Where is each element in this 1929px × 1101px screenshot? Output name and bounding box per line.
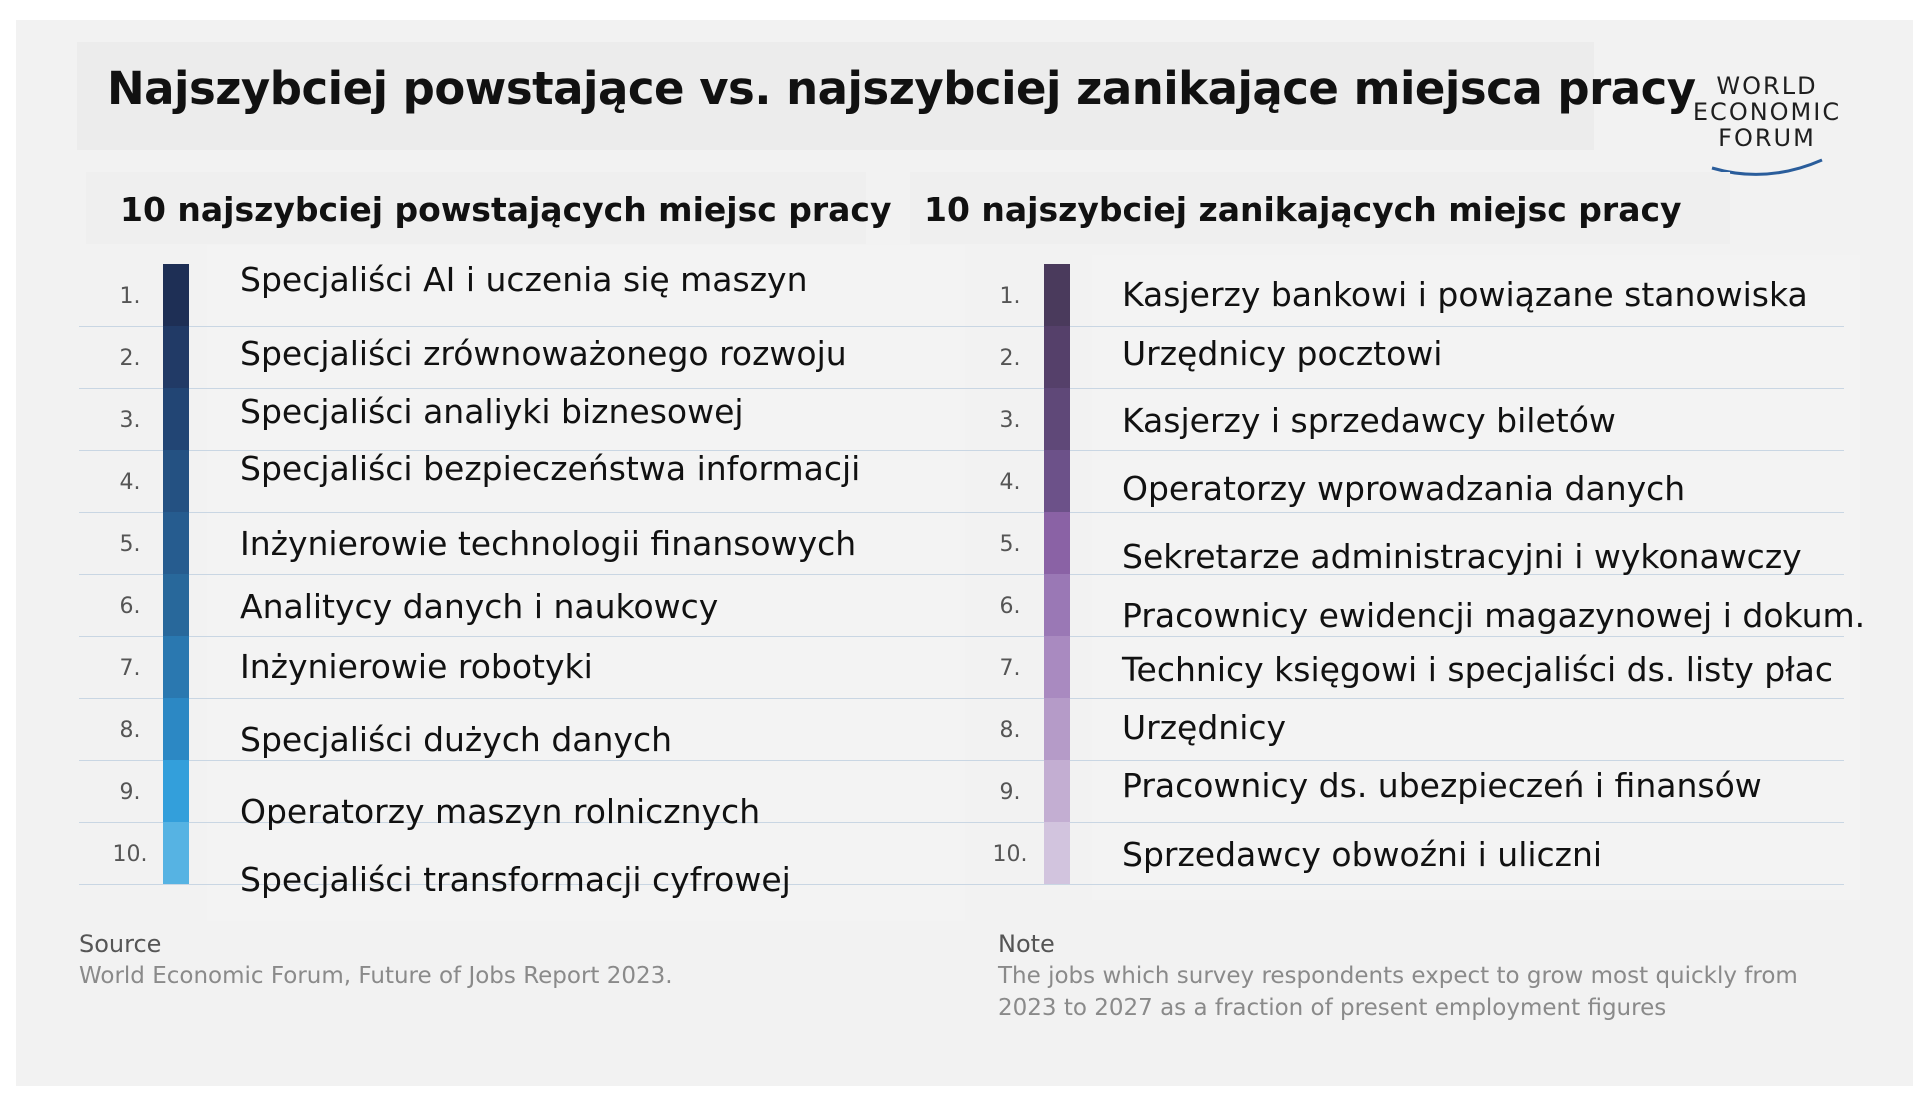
right-row-divider [964,822,1844,823]
left-rank-bar-segment [163,512,189,574]
right-rank-bar-segment [1044,636,1070,698]
logo-line-2: ECONOMIC [1692,98,1842,126]
left-row-divider [79,698,964,699]
right-rank-bar-segment [1044,326,1070,388]
right-rank-label: 9. [999,780,1021,805]
right-row-divider [964,450,1844,451]
left-rank-bar-segment [163,636,189,698]
left-job-label: Specjaliści analiyki biznesowej [240,392,744,431]
left-rank-label: 3. [119,408,141,433]
right-rank-bar-segment [1044,264,1070,326]
left-job-label: Inżynierowie robotyki [240,647,593,686]
right-row-divider [964,884,1844,885]
right-rank-bar-segment [1044,760,1070,822]
left-row-divider [79,512,964,513]
left-rank-bar-segment [163,698,189,760]
right-row-divider [964,636,1844,637]
left-rank-label: 9. [119,780,141,805]
left-job-label: Specjaliści AI i uczenia się maszyn [240,260,808,299]
right-rank-bar-segment [1044,512,1070,574]
right-job-label: Kasjerzy bankowi i powiązane stanowiska [1122,275,1808,314]
right-rank-bar-segment [1044,822,1070,884]
left-job-label: Analitycy danych i naukowcy [240,587,719,626]
right-job-label: Pracownicy ewidencji magazynowej i dokum. [1122,596,1866,635]
left-job-label: Inżynierowie technologii finansowych [240,524,857,563]
left-row-divider [79,574,964,575]
left-job-label: Operatorzy maszyn rolnicznych [240,792,761,831]
left-rank-label: 7. [119,656,141,681]
right-panel-title: 10 najszybciej zanikających miejsc pracy [924,190,1682,229]
left-job-label: Specjaliści zrównoważonego rozwoju [240,334,847,373]
left-panel-title: 10 najszybciej powstających miejsc pracy [120,190,892,229]
left-row-divider [79,326,964,327]
right-job-label: Operatorzy wprowadzania danych [1122,469,1686,508]
right-row-divider [964,388,1844,389]
wef-logo [1672,72,1862,182]
note-text: The jobs which survey respondents expect to grow most quickly from 2023 to 2027 as a fraction of present employment figures [998,963,1798,1021]
right-rank-label: 7. [999,656,1021,681]
right-job-label: Sekretarze administracyjni i wykonawczy [1122,537,1802,576]
right-rank-label: 8. [999,718,1021,743]
right-rank-bar-segment [1044,574,1070,636]
left-rank-bar-segment [163,574,189,636]
right-job-label: Urzędnicy pocztowi [1122,334,1443,373]
logo-line-1: WORLD [1716,72,1818,100]
right-rank-label: 6. [999,594,1021,619]
right-row-divider [964,760,1844,761]
left-row-divider [79,636,964,637]
right-rank-label: 4. [999,470,1021,495]
left-rank-bar-segment [163,264,189,326]
left-rank-bar-segment [163,450,189,512]
right-job-label: Urzędnicy [1122,708,1287,747]
right-rank-label: 3. [999,408,1021,433]
left-rank-label: 5. [119,532,141,557]
left-job-label: Specjaliści transformacji cyfrowej [240,860,791,899]
page-title: Najszybciej powstające vs. najszybciej zanikające miejsca pracy [107,62,1696,115]
logo-line-3: FORUM [1718,124,1816,152]
left-rank-label: 4. [119,470,141,495]
left-rank-bar-segment [163,760,189,822]
left-rank-bar-segment [163,388,189,450]
left-rank-label: 10. [112,842,148,867]
right-rank-label: 1. [999,284,1021,309]
right-rank-label: 2. [999,346,1021,371]
source-text: World Economic Forum, Future of Jobs Report 2023. [79,963,673,989]
right-rank-bar-segment [1044,388,1070,450]
left-rank-bar-segment [163,326,189,388]
right-rank-label: 5. [999,532,1021,557]
left-row-divider [79,388,964,389]
left-job-label: Specjaliści dużych danych [240,720,672,759]
right-row-divider [964,698,1844,699]
source-label: Source [79,930,162,958]
right-rank-bar-segment [1044,450,1070,512]
right-job-label: Pracownicy ds. ubezpieczeń i finansów [1122,766,1762,805]
left-job-label: Specjaliści bezpieczeństwa informacji [240,449,861,488]
left-rank-label: 1. [119,284,141,309]
right-row-divider [964,326,1844,327]
right-rank-bar-segment [1044,698,1070,760]
right-job-label: Kasjerzy i sprzedawcy biletów [1122,401,1616,440]
left-rank-label: 8. [119,718,141,743]
right-row-divider [964,512,1844,513]
right-job-label: Technicy księgowi i specjaliści ds. listy płac [1122,650,1833,689]
right-job-label: Sprzedawcy obwoźni i uliczni [1122,835,1603,874]
left-row-divider [79,760,964,761]
left-rank-label: 2. [119,346,141,371]
left-rank-bar-segment [163,822,189,884]
note-label: Note [998,930,1055,958]
left-rank-label: 6. [119,594,141,619]
right-rank-label: 10. [992,842,1028,867]
